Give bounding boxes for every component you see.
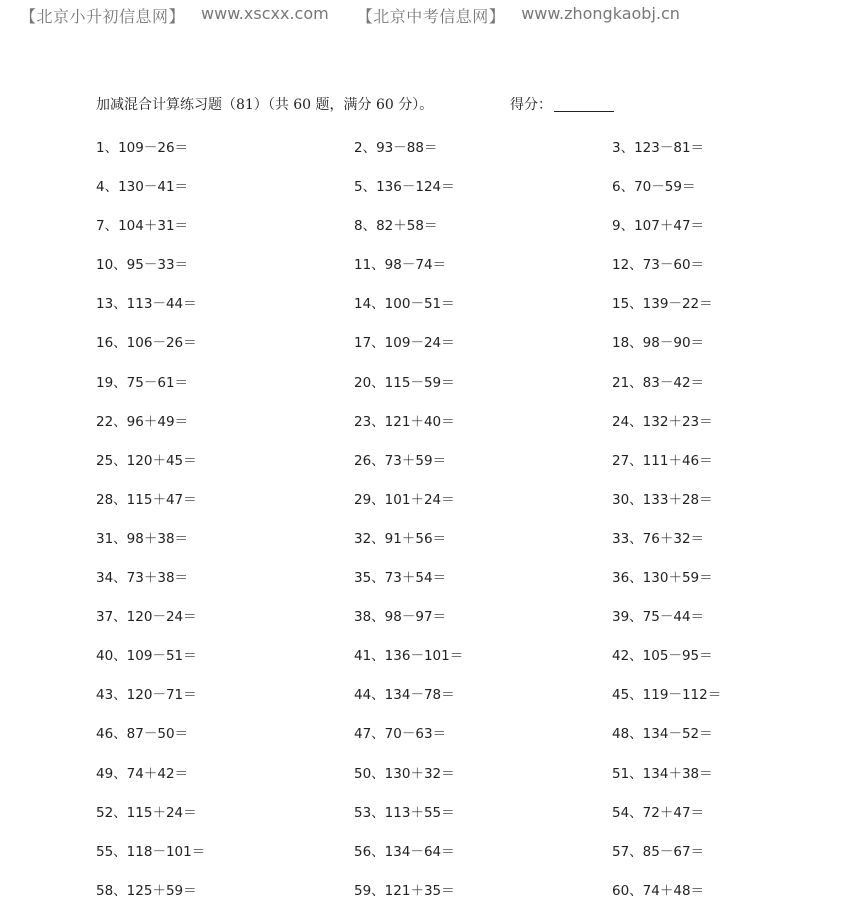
- problem-item: 32、91＋56＝: [354, 530, 447, 547]
- problem-item: 13、113－44＝: [96, 296, 197, 313]
- problem-item: 25、120＋45＝: [96, 452, 197, 469]
- problem-item: 52、115＋24＝: [96, 804, 197, 821]
- problem-row: [96, 605, 776, 644]
- problem-item: 20、115－59＝: [354, 374, 455, 391]
- problem-item: 51、134＋38＝: [612, 765, 713, 782]
- problem-item: 5、136－124＝: [354, 179, 455, 196]
- problem-row: [96, 410, 776, 449]
- score-label: 得分：: [510, 97, 552, 113]
- problem-item: 54、72＋47＝: [612, 804, 705, 821]
- problem-row: [96, 527, 776, 566]
- problem-item: 2、93－88＝: [354, 140, 438, 156]
- problem-row: [96, 331, 776, 370]
- problem-item: 18、98－90＝: [612, 335, 705, 352]
- problem-row: [96, 449, 776, 488]
- problem-grid: [96, 136, 776, 918]
- problem-item: 6、70－59＝: [612, 179, 696, 196]
- problem-item: 30、133＋28＝: [612, 491, 713, 508]
- problem-item: 43、120－71＝: [96, 687, 197, 704]
- problem-item: 9、107＋47＝: [612, 218, 705, 235]
- site1-name: 【北京小升初信息网】: [20, 7, 186, 26]
- problem-item: 12、73－60＝: [612, 257, 705, 274]
- problem-item: 37、120－24＝: [96, 609, 197, 626]
- problem-item: 4、130－41＝: [96, 179, 189, 196]
- site2-url[interactable]: www.zhongkaobj.cn: [521, 4, 680, 23]
- problem-item: 53、113＋55＝: [354, 804, 455, 821]
- problem-item: 16、106－26＝: [96, 335, 197, 352]
- problem-item: 14、100－51＝: [354, 296, 455, 313]
- problem-item: 11、98－74＝: [354, 257, 447, 274]
- problem-item: 47、70－63＝: [354, 726, 447, 743]
- problem-item: 22、96＋49＝: [96, 413, 189, 430]
- problem-item: 60、74＋48＝: [612, 882, 705, 899]
- problem-item: 35、73＋54＝: [354, 570, 447, 587]
- problem-item: 15、139－22＝: [612, 296, 713, 313]
- problem-row: [96, 762, 776, 801]
- problem-item: 19、75－61＝: [96, 374, 189, 391]
- problem-item: 33、76＋32＝: [612, 530, 705, 547]
- problem-row: [96, 683, 776, 722]
- problem-row: [96, 292, 776, 331]
- problem-item: 42、105－95＝: [612, 648, 713, 665]
- problem-item: 45、119－112＝: [612, 687, 722, 704]
- problem-item: 50、130＋32＝: [354, 765, 455, 782]
- problem-item: 24、132＋23＝: [612, 413, 713, 430]
- problem-row: [96, 136, 776, 175]
- site2-name: 【北京中考信息网】: [356, 7, 506, 26]
- problem-row: [96, 214, 776, 253]
- problem-item: 23、121＋40＝: [354, 413, 455, 430]
- problem-item: 1、109－26＝: [96, 140, 189, 156]
- score-blank: [554, 94, 614, 112]
- problem-item: 58、125＋59＝: [96, 882, 197, 899]
- problem-item: 31、98＋38＝: [96, 530, 189, 547]
- problem-item: 55、118－101＝: [96, 843, 206, 860]
- worksheet-title-row: [96, 94, 656, 116]
- problem-item: 36、130＋59＝: [612, 570, 713, 587]
- problem-item: 3、123－81＝: [612, 140, 705, 156]
- problem-item: 56、134－64＝: [354, 843, 455, 860]
- problem-item: 28、115＋47＝: [96, 491, 197, 508]
- problem-row: [96, 371, 776, 410]
- problem-item: 8、82＋58＝: [354, 218, 438, 235]
- problem-item: 17、109－24＝: [354, 335, 455, 352]
- problem-item: 41、136－101＝: [354, 648, 464, 665]
- worksheet-title: 加减混合计算练习题（81）（共 60 题，满分 60 分）。: [96, 97, 434, 113]
- problem-row: [96, 879, 776, 918]
- problem-row: [96, 840, 776, 879]
- problem-item: 39、75－44＝: [612, 609, 705, 626]
- problem-item: 40、109－51＝: [96, 648, 197, 665]
- problem-item: 26、73＋59＝: [354, 452, 447, 469]
- problem-item: 48、134－52＝: [612, 726, 713, 743]
- problem-item: 44、134－78＝: [354, 687, 455, 704]
- problem-item: 46、87－50＝: [96, 726, 189, 743]
- problem-item: 29、101＋24＝: [354, 491, 455, 508]
- problem-item: 7、104＋31＝: [96, 218, 189, 235]
- site-header: [20, 4, 680, 28]
- site1-url[interactable]: www.xscxx.com: [201, 4, 329, 23]
- problem-row: [96, 253, 776, 292]
- problem-row: [96, 801, 776, 840]
- problem-item: 27、111＋46＝: [612, 452, 713, 469]
- problem-row: [96, 175, 776, 214]
- problem-row: [96, 722, 776, 761]
- problem-item: 49、74＋42＝: [96, 765, 189, 782]
- problem-item: 57、85－67＝: [612, 843, 705, 860]
- problem-row: [96, 566, 776, 605]
- problem-item: 59、121＋35＝: [354, 882, 455, 899]
- problem-item: 38、98－97＝: [354, 609, 447, 626]
- problem-row: [96, 488, 776, 527]
- problem-item: 34、73＋38＝: [96, 570, 189, 587]
- problem-row: [96, 644, 776, 683]
- problem-item: 10、95－33＝: [96, 257, 189, 274]
- problem-item: 21、83－42＝: [612, 374, 705, 391]
